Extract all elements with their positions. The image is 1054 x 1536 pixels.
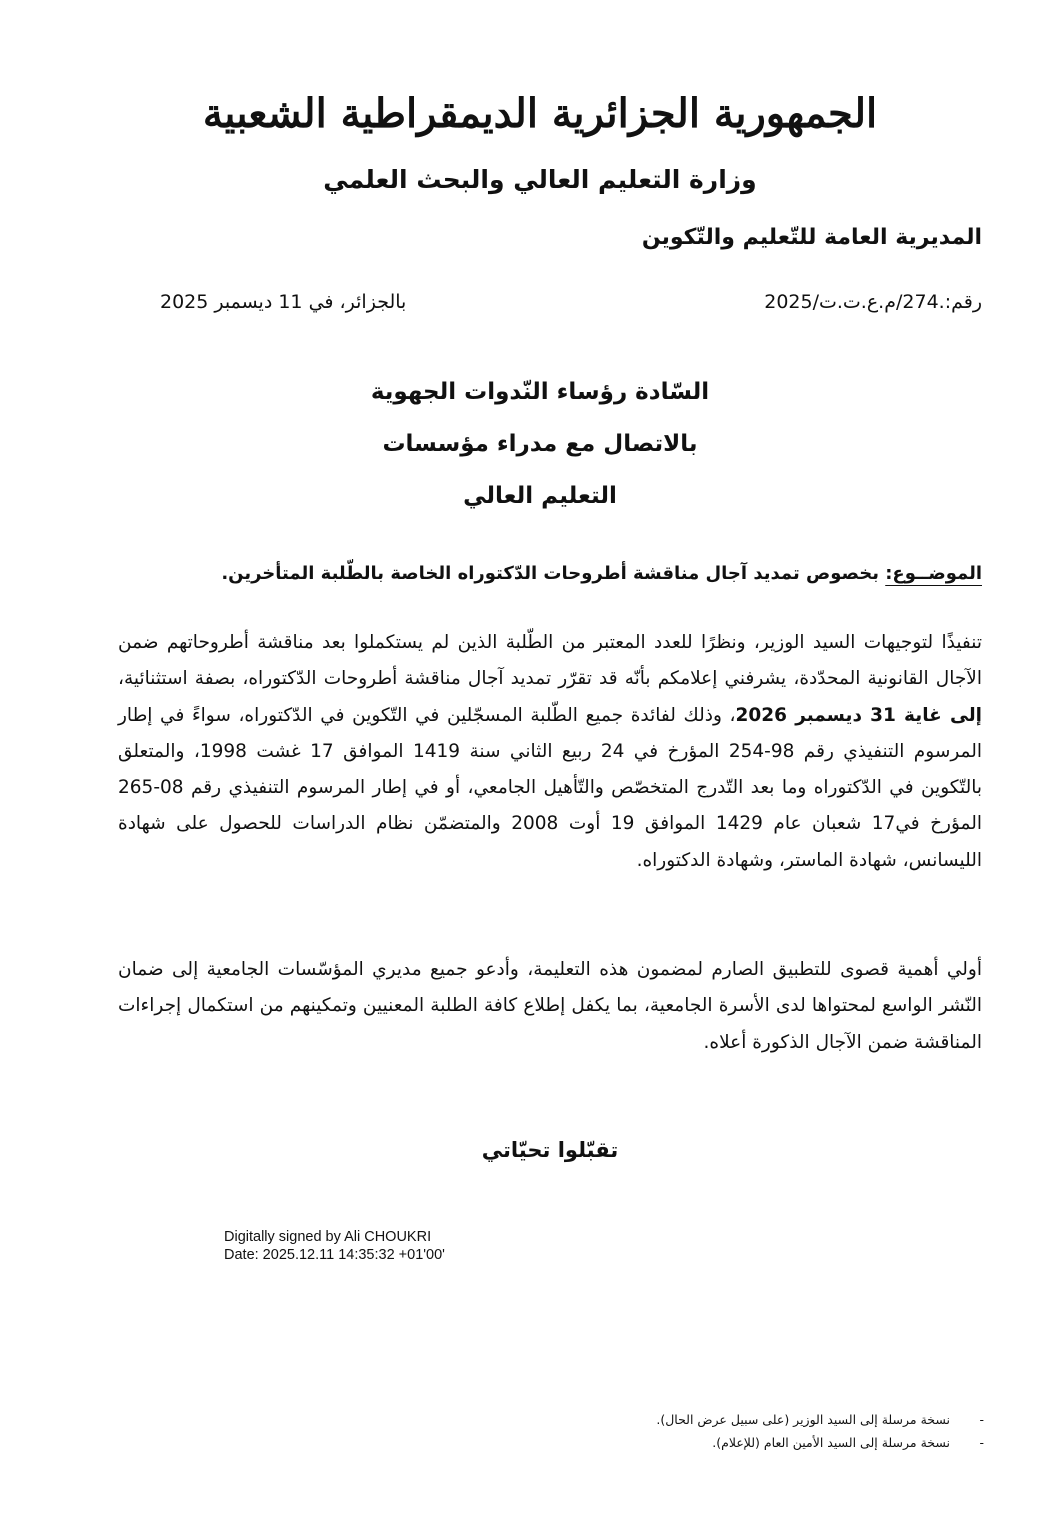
bullet-dash: - — [979, 1435, 984, 1450]
republic-title: الجمهورية الجزائرية الديمقراطية الشعبية — [202, 90, 878, 137]
deadline-date: إلى غاية 31 ديسمبر 2026 — [735, 704, 982, 726]
subject-label: الموضــوع: — [885, 563, 982, 584]
subject-text: بخصوص تمديد آجال مناقشة أطروحات الدّكتوراه الخاصة بالطّلبة المتأخرين. — [221, 563, 886, 584]
subject-line — [110, 556, 982, 592]
body-paragraph-2: أولي أهمية قصوى للتطبيق الصارم لمضمون هذه التعليمة، وأدعو جميع مديري المؤسّسات الجامعية إلى ضمان النّشر الواسع لمحتواها لدى الأسرة الجامعية، بما يكفل إطلاع كافة الطلبة المعنيين وتمكينهم من استكمال إجراءات المناقشة ضمن الآجال الذكورة أعلاه. — [118, 959, 982, 1053]
digital-signature — [224, 1228, 445, 1264]
closing-salutation: تقبّلوا تحيّاتي — [481, 1138, 619, 1162]
ministry-title: وزارة التعليم العالي والبحث العلمي — [323, 165, 757, 194]
copy-text: نسخة مرسلة إلى السيد الوزير (على سبيل عرض الحال). — [656, 1412, 950, 1427]
recipient-line: السّادة رؤساء النّدوات الجهوية — [370, 379, 710, 405]
reference-row — [150, 284, 982, 320]
body-paragraph-1 — [118, 625, 982, 879]
paragraph-1-intro: تنفيذًا لتوجيهات السيد الوزير، ونظرًا للعدد المعتبر من الطّلبة الذين لم يستكملوا بعد مناقشة أطروحاتهم ضمن الآجال القانونية المحدّدة، يشرفني إعلامكم بأنّه قد تقرّر تمديد آجال مناقشة أطروحات الدّكتوراه، بصفة استثنائية، — [118, 632, 982, 690]
recipients-block — [300, 366, 780, 522]
copies-list — [656, 1408, 984, 1454]
copy-item — [656, 1408, 984, 1431]
recipient-line: التعليم العالي — [463, 483, 617, 509]
place-and-date: بالجزائر، في 11 ديسمبر 2025 — [160, 291, 407, 313]
paragraph-1-rest: ، وذلك لفائدة جميع الطّلبة المسجّلين في التّكوين في الدّكتوراه، سواءً في إطار المرسوم التنفيذي رقم 98-254 المؤرخ في 24 ربيع الثاني سنة 1419 الموافق 17 غشت 1998، والمتعلق بالتّكوين في الدّكتوراه وما بعد التّدرج المتخصّص والتّأهيل الجامعي، أو في إطار المرسوم التنفيذي رقم 08-265 المؤرخ في17 شعبان عام 1429 الموافق 19 أوت 2008 والمتضمّن نظام الدراسات للحصول على شهادة الليسانس، شهادة الماستر، وشهادة الدكتوراه. — [118, 704, 982, 871]
signature-date: Date: 2025.12.11 14:35:32 +01'00' — [224, 1247, 445, 1263]
recipient-line: بالاتصال مع مدراء مؤسسات — [382, 431, 698, 457]
copy-text: نسخة مرسلة إلى السيد الأمين العام (للإعلام). — [712, 1435, 950, 1450]
reference-number: رقم:.274/م.ع.ت.ت/2025 — [764, 291, 982, 313]
bullet-dash: - — [979, 1412, 984, 1427]
directorate-title: المديرية العامة للتّعليم والتّكوين — [641, 225, 982, 250]
copy-item — [656, 1431, 984, 1454]
signature-signer: Digitally signed by Ali CHOUKRI — [224, 1229, 432, 1245]
